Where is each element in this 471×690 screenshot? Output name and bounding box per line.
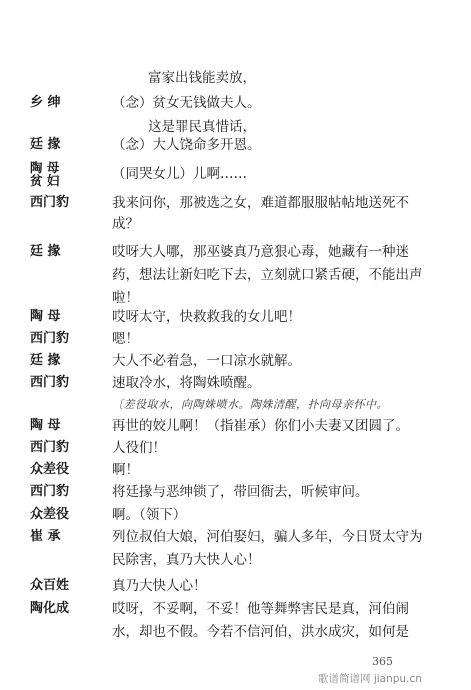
dialogue-text: 将廷掾与恶绅锁了，带回衙去，听候审问。 bbox=[112, 484, 369, 500]
dialogue-text: 速取冷水，将陶姝喷醒。 bbox=[112, 375, 261, 391]
script-line bbox=[0, 133, 471, 157]
speaker-name: 廷 掾 bbox=[30, 353, 61, 368]
script-line bbox=[0, 458, 471, 482]
dialogue-text: 哎呀，不妥啊，不妥！他等舞弊害民是真，河伯闹 bbox=[112, 601, 409, 617]
script-line bbox=[0, 436, 471, 460]
dialogue-text: 人役们！ bbox=[112, 440, 166, 456]
speaker-name: 陶 母 bbox=[30, 160, 60, 175]
speaker-name: 廷 掾 bbox=[30, 137, 61, 152]
speaker-name: 西门豹 bbox=[30, 484, 70, 499]
dialogue-text: 成？ bbox=[112, 216, 139, 232]
speaker-name: 崔 承 bbox=[30, 529, 61, 544]
speaker-name: 西门豹 bbox=[30, 440, 70, 455]
script-line bbox=[0, 162, 471, 186]
page-number: 365 bbox=[372, 655, 393, 668]
script-line bbox=[0, 349, 471, 373]
dialogue-text: 再世的姣儿啊！（指崔承）你们小夫妻又团圆了。 bbox=[112, 418, 409, 434]
watermark: 歌谱简谱网 jianpu.cn bbox=[318, 673, 422, 685]
dialogue-text: 哎呀大人哪，那巫婆真乃意狠心毒，她藏有一种迷 bbox=[112, 244, 409, 260]
script-line bbox=[0, 66, 471, 90]
script-line bbox=[0, 305, 471, 329]
speaker-name: 乡 绅 bbox=[30, 95, 61, 110]
dialogue-text: 啊。（领下） bbox=[112, 507, 187, 523]
speaker-name: 西门豹 bbox=[30, 195, 70, 210]
script-line bbox=[0, 574, 471, 598]
speaker-name: 陶 母 bbox=[30, 309, 61, 324]
speaker-name: 陶化成 bbox=[30, 601, 70, 616]
dialogue-text: 哎呀太守，快救救我的女儿吧！ bbox=[112, 309, 301, 325]
dialogue-text: 我来问你，那被选之女，难道都服服帖帖地送死不 bbox=[112, 195, 409, 211]
dialogue-text: 大人不必着急，一口凉水就解。 bbox=[112, 353, 301, 369]
script-line bbox=[0, 620, 471, 644]
dialogue-text: （同哭女儿）儿啊…… bbox=[112, 166, 247, 182]
dialogue-text: 真乃大快人心！ bbox=[112, 578, 207, 594]
script-line bbox=[0, 548, 471, 572]
script-line bbox=[0, 240, 471, 264]
dialogue-text: 啦！ bbox=[112, 290, 139, 306]
speaker-name: 众百姓 bbox=[30, 578, 70, 593]
dialogue-text: 水，却也不假。今若不信河伯，洪水成灾，如何是 bbox=[112, 624, 409, 640]
dialogue-text: （念）大人饶命多开恩。 bbox=[112, 137, 261, 153]
speaker-name: 众差役 bbox=[30, 507, 70, 522]
dialogue-text: 啊！ bbox=[112, 462, 139, 478]
stage-direction: 〔差役取水，向陶姝喷水。陶姝清醒，扑向母亲怀中。 bbox=[112, 398, 388, 411]
script-line bbox=[0, 503, 471, 527]
script-line bbox=[0, 371, 471, 395]
dialogue-text: （念）贫女无钱做夫人。 bbox=[112, 95, 261, 111]
speaker-name: 陶 母 bbox=[30, 418, 61, 433]
script-line bbox=[0, 91, 471, 115]
dialogue-text: 列位叔伯大娘，河伯娶妇，骗人多年，今日贤太守为 bbox=[112, 529, 423, 545]
script-line bbox=[0, 597, 471, 621]
script-line bbox=[0, 263, 471, 287]
speaker-name: 西门豹 bbox=[30, 331, 70, 346]
dialogue-text: 富家出钱能卖放， bbox=[148, 70, 256, 86]
dialogue-text: 药，想法让新妇吃下去，立刻就口紧舌硬，不能出声 bbox=[112, 267, 423, 283]
script-line bbox=[0, 414, 471, 438]
script-line bbox=[0, 525, 471, 549]
script-line bbox=[0, 480, 471, 504]
dialogue-text: 民除害，真乃大快人心！ bbox=[112, 552, 261, 568]
speaker-name: 廷 掾 bbox=[30, 244, 61, 259]
speaker-name: 西门豹 bbox=[30, 375, 70, 390]
script-line bbox=[0, 327, 471, 351]
speaker-name: 众差役 bbox=[30, 462, 70, 477]
script-line bbox=[0, 212, 471, 236]
speaker-name: 贫 妇 bbox=[30, 173, 60, 188]
dialogue-text: 这是罪民真惜话， bbox=[148, 119, 256, 135]
speaker-group bbox=[30, 161, 110, 187]
dialogue-text: 嗯！ bbox=[112, 331, 139, 347]
